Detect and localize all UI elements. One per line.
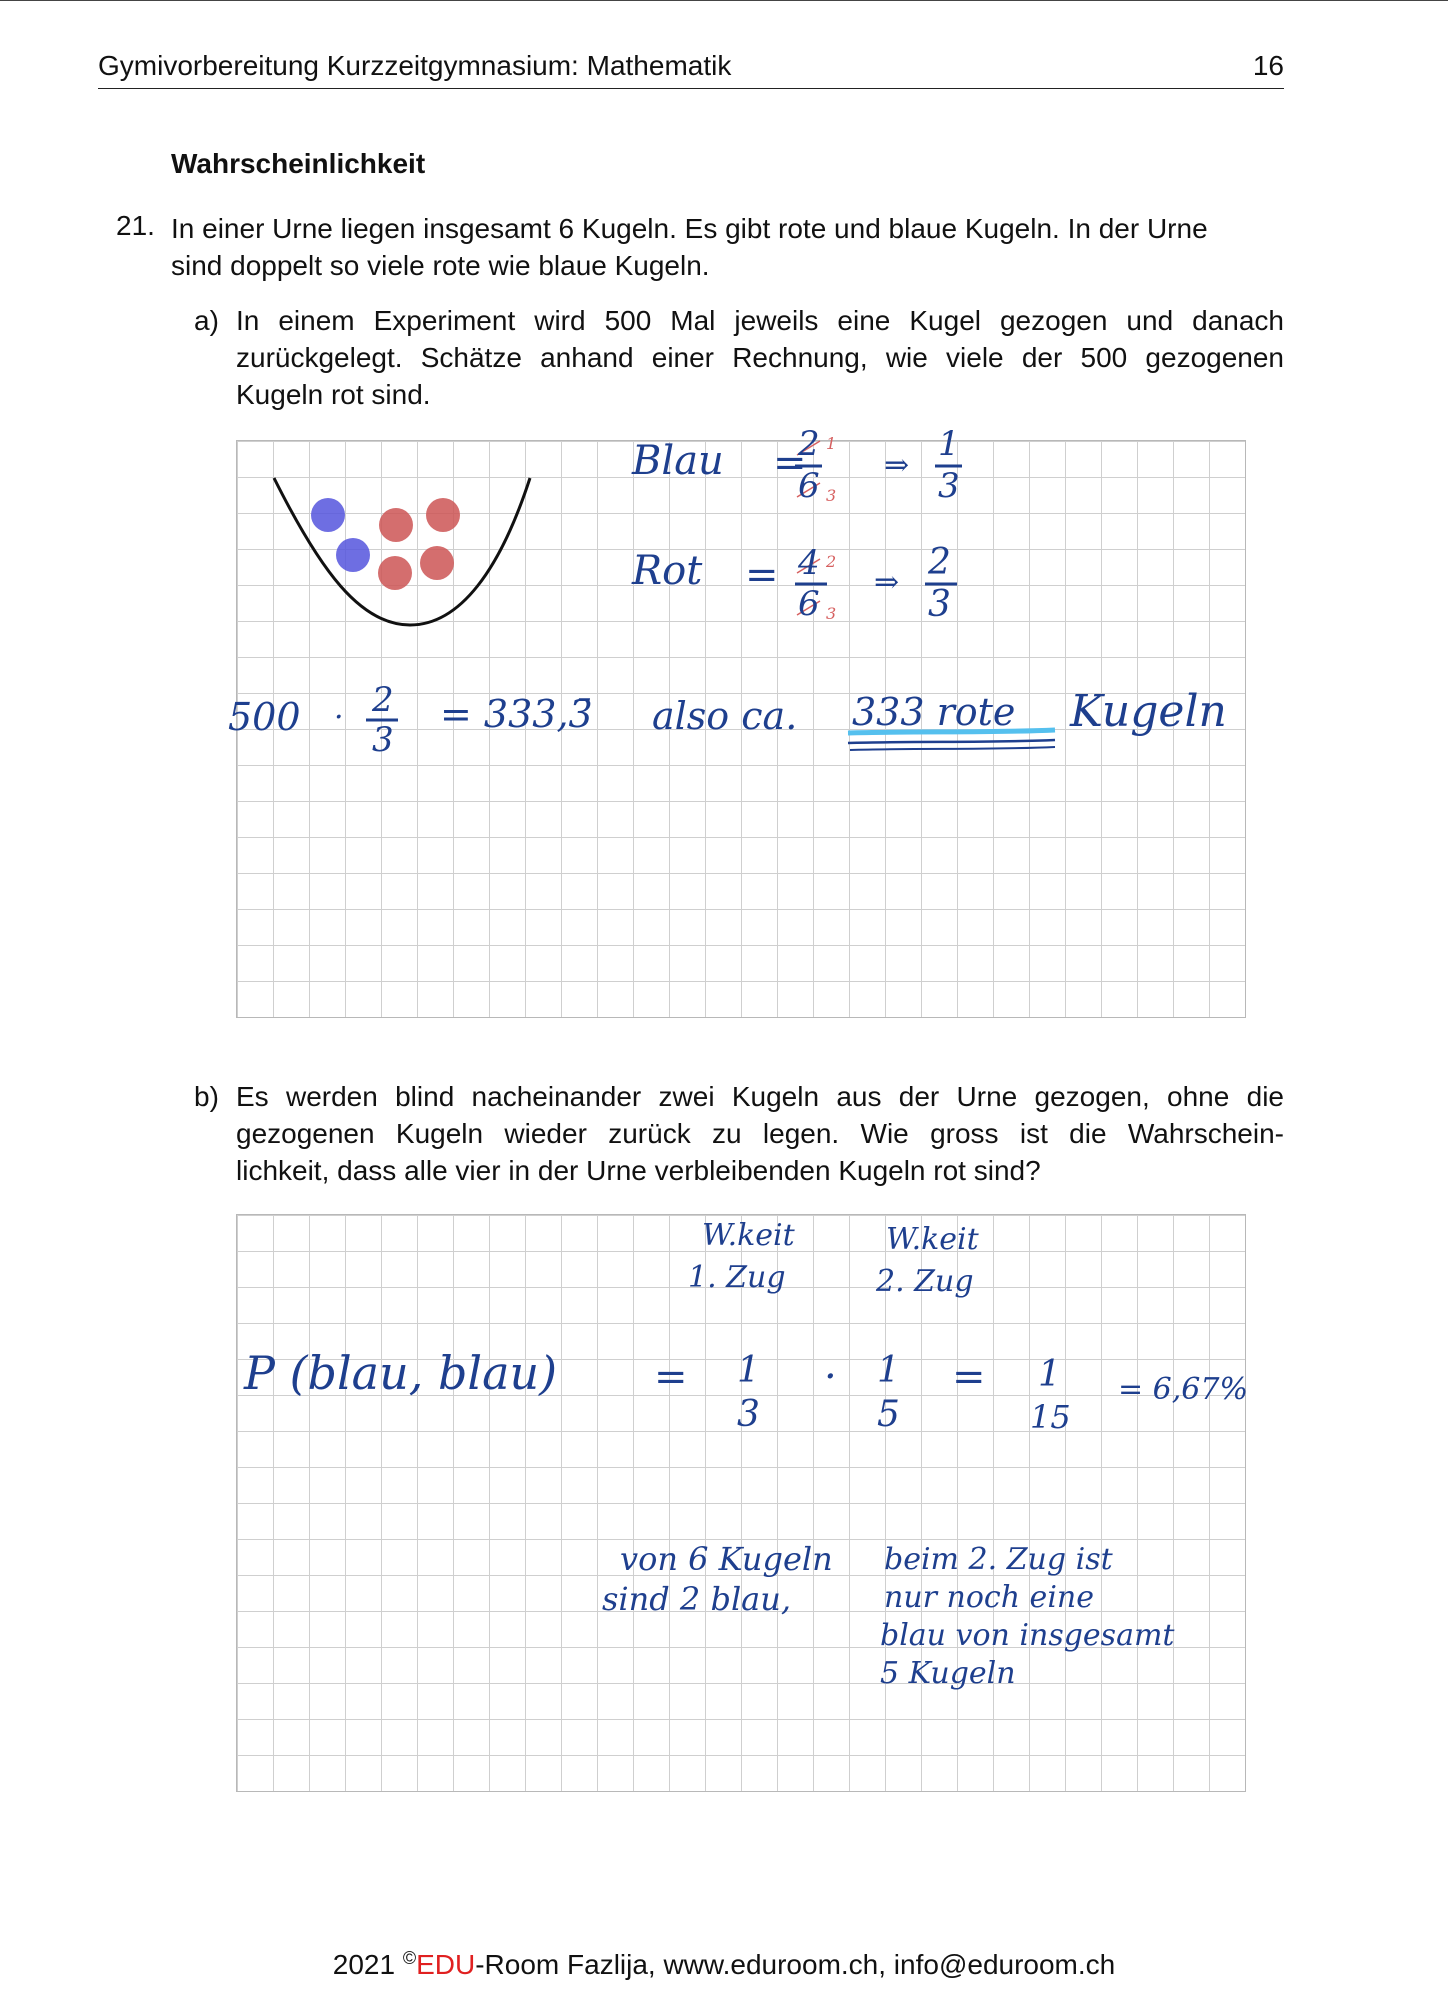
answer-underline: [848, 740, 1055, 743]
copyright-symbol: ©: [402, 1948, 417, 1968]
hw-rot-red-den: 3: [826, 604, 837, 623]
page-footer: [0, 1948, 1448, 1981]
hw-blau-red-num: 1: [826, 434, 837, 453]
blue-ball: [336, 538, 370, 572]
part-a-line: In einem Experiment wird 500 Mal jeweils eine Kugel gezogen und danach: [236, 305, 1284, 336]
hw-blau-result-num: 1: [938, 424, 960, 464]
hw-also-ca: also ca.: [652, 694, 798, 738]
hw-wkeit2-line1: W.keit: [886, 1222, 979, 1257]
hw-kugeln: Kugeln: [1070, 686, 1227, 737]
hw-blau-red-den: 3: [826, 486, 837, 505]
hw-rot-num: 4: [798, 543, 820, 583]
hw-blau-num: 2: [798, 424, 820, 464]
hw-blau-result-den: 3: [938, 466, 960, 506]
footer-edu-brand: EDU: [416, 1949, 476, 1980]
hw-f2-den: 5: [877, 1394, 900, 1435]
part-b-line: lichkeit, dass alle vier in der Urne verbleibenden Kugeln rot sind?: [236, 1155, 1041, 1186]
section-title: Wahrscheinlichkeit: [171, 148, 426, 179]
hw-note2-line1: beim 2. Zug ist: [884, 1542, 1113, 1577]
part-b-label: b): [194, 1081, 219, 1112]
hw-implies: ⇒: [884, 448, 910, 483]
red-ball: [379, 508, 413, 542]
hw-note1-line1: von 6 Kugeln: [620, 1540, 833, 1578]
urn-outline: [274, 478, 530, 625]
hw-equals: =: [952, 1354, 986, 1400]
hw-rot-result-num: 2: [928, 542, 951, 583]
hw-calc-den: 3: [372, 720, 394, 760]
hw-f3-den: 15: [1030, 1398, 1071, 1436]
answer-grid-b: [236, 1214, 1246, 1792]
part-a-line: zurückgelegt. Schätze anhand einer Rechnung, wie viele der 500 gezogenen: [236, 342, 1284, 373]
hw-wkeit1-line1: W.keit: [702, 1218, 795, 1253]
hw-p-expr: P (blau, blau): [244, 1346, 558, 1400]
hw-blau-den: 6: [798, 466, 820, 506]
answer-underline: [850, 747, 1055, 750]
question-number: 21.: [116, 210, 155, 241]
part-a-line: Kugeln rot sind.: [236, 379, 431, 410]
hw-rot-red-num: 2: [826, 552, 837, 571]
hw-implies: ⇒: [874, 565, 900, 600]
hw-note2-line3: blau von insgesamt: [880, 1618, 1175, 1653]
hw-wkeit2-line2: 2. Zug: [876, 1264, 974, 1299]
hw-rot-den: 6: [798, 584, 820, 624]
footer-year: 2021: [332, 1949, 396, 1980]
hw-note2-line2: nur noch eine: [884, 1580, 1094, 1615]
hw-equals: =: [654, 1354, 688, 1400]
hw-f3-num: 1: [1038, 1354, 1061, 1395]
hw-wkeit1-line2: 1. Zug: [688, 1260, 786, 1295]
footer-contact: -Room Fazlija, www.eduroom.ch, info@eduroom.ch: [475, 1949, 1116, 1980]
hw-equals: =: [745, 552, 779, 598]
hw-note1-line2: sind 2 blau,: [602, 1580, 792, 1618]
hw-note2-line4: 5 Kugeln: [880, 1656, 1016, 1691]
question-line: In einer Urne liegen insgesamt 6 Kugeln. Es gibt rote und blaue Kugeln. In der Urne: [171, 213, 1208, 244]
header-title: Gymivorbereitung Kurzzeitgymnasium: Mathematik: [98, 50, 732, 81]
hw-f2-num: 1: [877, 1350, 900, 1391]
hw-f1-num: 1: [737, 1350, 760, 1391]
hw-f1-den: 3: [737, 1394, 760, 1435]
part-a-label: a): [194, 305, 219, 336]
red-ball: [420, 546, 454, 580]
hw-rot-result-den: 3: [928, 584, 951, 625]
page-number: 16: [1252, 50, 1284, 81]
hw-dot: ·: [824, 1354, 837, 1400]
hw-calc-500: 500: [228, 695, 301, 739]
part-b-line: Es werden blind nacheinander zwei Kugeln aus der Urne gezogen, ohne die: [236, 1081, 1284, 1112]
red-ball: [426, 498, 460, 532]
hw-dot: ·: [334, 700, 344, 735]
hw-equals: =: [773, 440, 807, 486]
red-ball: [378, 556, 412, 590]
blue-ball: [311, 498, 345, 532]
hw-blau-label: Blau: [632, 438, 724, 484]
hw-answer: 333 rote: [852, 690, 1016, 734]
hw-percent: = 6,67%: [1118, 1372, 1248, 1407]
part-b-line: gezogenen Kugeln wieder zurück zu legen. Wie gross ist die Wahrschein-: [236, 1118, 1284, 1149]
part-b-text: [236, 1078, 1284, 1189]
hw-rot-label: Rot: [632, 548, 703, 594]
hw-calc-num: 2: [372, 680, 394, 720]
question-line: sind doppelt so viele rote wie blaue Kugeln.: [171, 250, 710, 281]
hw-calc-result: = 333,3̄: [440, 692, 593, 736]
